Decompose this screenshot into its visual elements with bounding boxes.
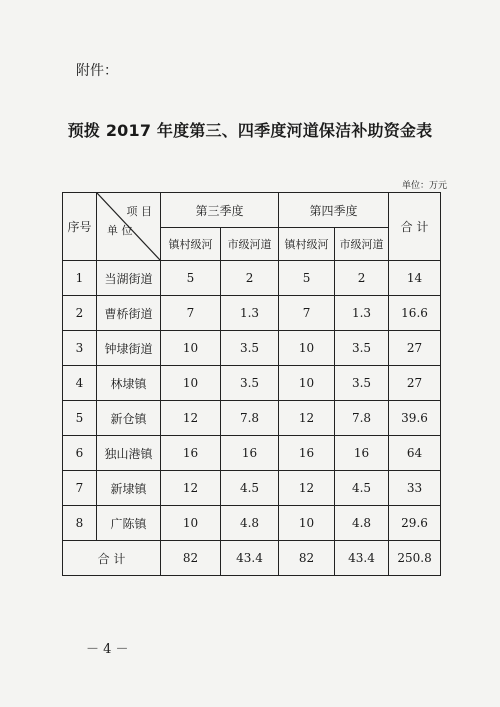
table-row bbox=[63, 436, 441, 471]
total-sum: 250.8 bbox=[389, 541, 441, 576]
cell-unit: 独山港镇 bbox=[97, 436, 161, 471]
cell-index: 7 bbox=[63, 471, 97, 506]
cell-q4-city: 4.5 bbox=[335, 471, 389, 506]
cell-q3-city: 2 bbox=[221, 261, 279, 296]
cell-q3-town: 10 bbox=[161, 366, 221, 401]
cell-total: 29.6 bbox=[389, 506, 441, 541]
cell-q3-city: 3.5 bbox=[221, 366, 279, 401]
cell-q4-city: 16 bbox=[335, 436, 389, 471]
cell-q3-town: 10 bbox=[161, 506, 221, 541]
cell-q3-city: 4.8 bbox=[221, 506, 279, 541]
cell-q4-town: 5 bbox=[279, 261, 335, 296]
cell-q4-city: 3.5 bbox=[335, 366, 389, 401]
cell-total: 27 bbox=[389, 366, 441, 401]
cell-index: 2 bbox=[63, 296, 97, 331]
header-q3: 第三季度 bbox=[161, 193, 279, 228]
table-row bbox=[63, 506, 441, 541]
table-row bbox=[63, 471, 441, 506]
cell-q4-town: 12 bbox=[279, 471, 335, 506]
cell-q4-town: 10 bbox=[279, 506, 335, 541]
header-corner-cell bbox=[97, 193, 161, 261]
cell-total: 27 bbox=[389, 331, 441, 366]
cell-unit: 钟埭街道 bbox=[97, 331, 161, 366]
cell-q3-city: 16 bbox=[221, 436, 279, 471]
cell-total: 14 bbox=[389, 261, 441, 296]
page-title: 预拨 2017 年度第三、四季度河道保洁补助资金表 bbox=[67, 121, 433, 140]
cell-q3-town: 5 bbox=[161, 261, 221, 296]
cell-q4-city: 7.8 bbox=[335, 401, 389, 436]
unit-note: 单位：万元 bbox=[402, 181, 448, 191]
header-unit-label: 单 位 bbox=[107, 224, 133, 237]
cell-unit: 当湖街道 bbox=[97, 261, 161, 296]
table-row bbox=[63, 366, 441, 401]
cell-total: 16.6 bbox=[389, 296, 441, 331]
total-q3-city: 43.4 bbox=[221, 541, 279, 576]
header-item-label: 项 目 bbox=[126, 205, 152, 218]
cell-q3-town: 10 bbox=[161, 331, 221, 366]
header-q3-city: 市级河道 bbox=[221, 228, 279, 261]
cell-q4-town: 7 bbox=[279, 296, 335, 331]
cell-index: 4 bbox=[63, 366, 97, 401]
cell-q4-city: 1.3 bbox=[335, 296, 389, 331]
table-row bbox=[63, 296, 441, 331]
cell-index: 6 bbox=[63, 436, 97, 471]
subsidy-table bbox=[62, 192, 441, 576]
cell-unit: 林埭镇 bbox=[97, 366, 161, 401]
table-total-row bbox=[63, 541, 441, 576]
cell-index: 5 bbox=[63, 401, 97, 436]
cell-unit: 新埭镇 bbox=[97, 471, 161, 506]
cell-q4-city: 3.5 bbox=[335, 331, 389, 366]
cell-q3-town: 12 bbox=[161, 471, 221, 506]
total-q3-town: 82 bbox=[161, 541, 221, 576]
page-number: － 4 － bbox=[86, 642, 129, 657]
table-row bbox=[63, 401, 441, 436]
cell-q3-city: 7.8 bbox=[221, 401, 279, 436]
cell-total: 39.6 bbox=[389, 401, 441, 436]
cell-q4-town: 10 bbox=[279, 331, 335, 366]
header-q4: 第四季度 bbox=[279, 193, 389, 228]
total-label: 合 计 bbox=[63, 541, 161, 576]
cell-unit: 新仓镇 bbox=[97, 401, 161, 436]
cell-q3-town: 7 bbox=[161, 296, 221, 331]
cell-q3-city: 4.5 bbox=[221, 471, 279, 506]
total-q4-town: 82 bbox=[279, 541, 335, 576]
cell-q4-city: 2 bbox=[335, 261, 389, 296]
cell-q3-town: 16 bbox=[161, 436, 221, 471]
cell-total: 64 bbox=[389, 436, 441, 471]
header-index: 序号 bbox=[63, 193, 97, 261]
cell-index: 8 bbox=[63, 506, 97, 541]
cell-q4-town: 12 bbox=[279, 401, 335, 436]
table-row bbox=[63, 261, 441, 296]
cell-total: 33 bbox=[389, 471, 441, 506]
cell-unit: 广陈镇 bbox=[97, 506, 161, 541]
header-row-1 bbox=[63, 193, 441, 228]
header-q4-city: 市级河道 bbox=[335, 228, 389, 261]
attachment-label: 附件： bbox=[76, 63, 118, 79]
cell-index: 1 bbox=[63, 261, 97, 296]
cell-q4-town: 10 bbox=[279, 366, 335, 401]
table-row bbox=[63, 331, 441, 366]
cell-q3-city: 3.5 bbox=[221, 331, 279, 366]
cell-q3-town: 12 bbox=[161, 401, 221, 436]
cell-q4-city: 4.8 bbox=[335, 506, 389, 541]
cell-q4-town: 16 bbox=[279, 436, 335, 471]
cell-q3-city: 1.3 bbox=[221, 296, 279, 331]
header-q3-town: 镇村级河 bbox=[161, 228, 221, 261]
total-q4-city: 43.4 bbox=[335, 541, 389, 576]
cell-unit: 曹桥街道 bbox=[97, 296, 161, 331]
header-total: 合 计 bbox=[389, 193, 441, 261]
header-q4-town: 镇村级河 bbox=[279, 228, 335, 261]
cell-index: 3 bbox=[63, 331, 97, 366]
